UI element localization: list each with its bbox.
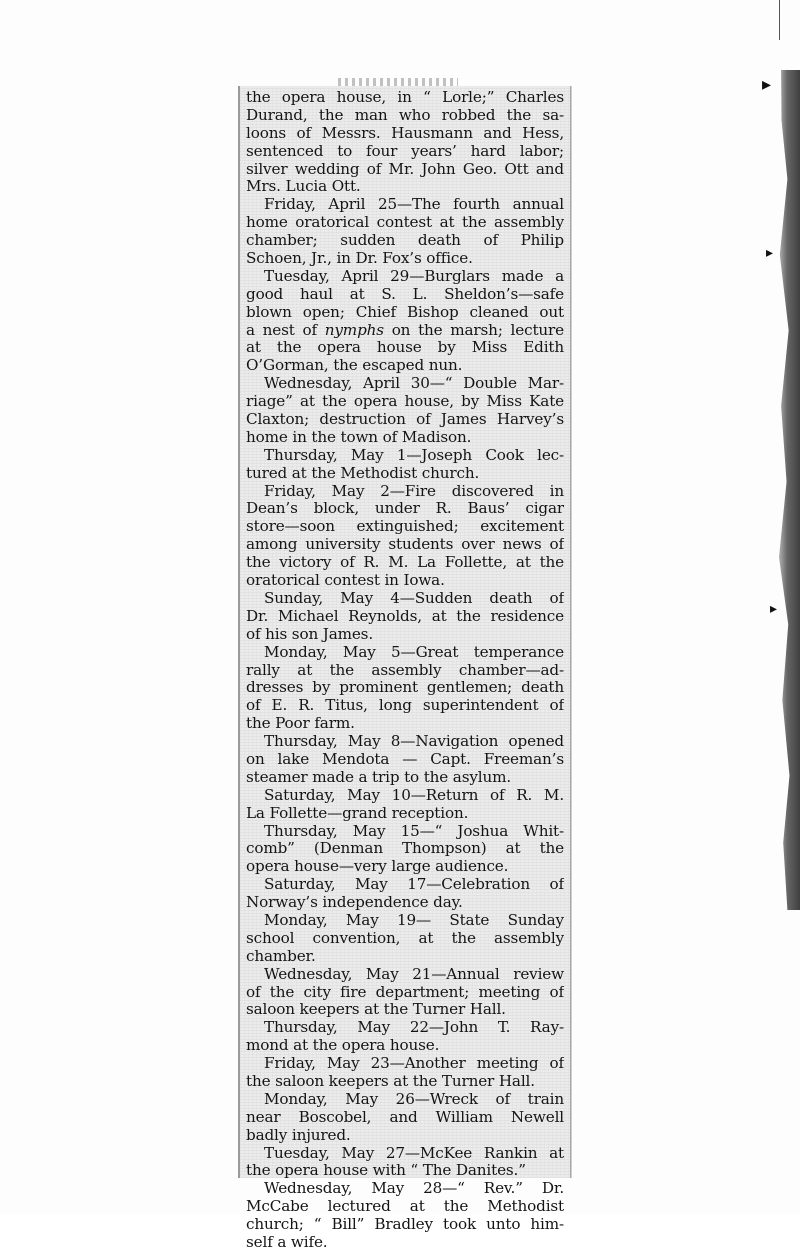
text-line: rally at the assembly chamber—ad- (246, 661, 564, 679)
text-line: badly injured. (246, 1126, 351, 1144)
text-line: on lake Mendota — Capt. Freeman’s (246, 750, 564, 768)
text-line: chamber. (246, 947, 316, 965)
margin-mark: ▸ (770, 601, 778, 617)
text-line: blown open; Chief Bishop cleaned out (246, 303, 564, 321)
text-line: Monday, May 26—Wreck of train (264, 1090, 564, 1108)
text-line: tured at the Methodist church. (246, 464, 480, 482)
text-line: opera house—very large audience. (246, 858, 509, 876)
text-line: among university students over news of (246, 536, 564, 554)
text-line: Friday, May 2—Fire discovered in (264, 482, 564, 500)
torn-paper-edge (758, 70, 800, 910)
text-line: the saloon keepers at the Turner Hall. (246, 1072, 535, 1090)
newspaper-clipping (238, 86, 571, 1251)
text-line: Durand, the man who robbed the sa- (246, 106, 564, 124)
text-line: the opera house with “ The Danites.” (246, 1162, 526, 1180)
text-line: silver wedding of Mr. John Geo. Ott and (246, 160, 564, 178)
text-line: riage” at the opera house, by Miss Kate (246, 393, 564, 411)
text-line: the opera house, in “ Lorle;” Charles (246, 89, 564, 106)
text-line: dresses by prominent gentlemen; death (246, 679, 564, 697)
text-line: loons of Messrs. Hausmann and Hess, (246, 124, 564, 142)
text-line: Thursday, May 1—Joseph Cook lec- (264, 446, 564, 464)
text-line: Friday, April 25—The fourth annual (264, 196, 564, 214)
text-line: Tuesday, April 29—Burglars made a (264, 267, 564, 285)
text-line: the Poor farm. (246, 715, 355, 733)
text-line: Mrs. Lucia Ott. (246, 178, 361, 196)
text-line: chamber; sudden death of Philip (246, 232, 564, 250)
scan-edge-line (779, 0, 780, 40)
text-line: Wednesday, May 21—Annual review (264, 965, 564, 983)
text-line: O’Gorman, the escaped nun. (246, 357, 463, 375)
text-line: saloon keepers at the Turner Hall. (246, 1001, 506, 1019)
text-line: oratorical contest in Iowa. (246, 572, 445, 590)
text-line: mond at the opera house. (246, 1037, 440, 1055)
text-line: home in the town of Madison. (246, 428, 472, 446)
text-line: the victory of R. M. La Follette, at the (246, 554, 564, 572)
text-line: Thursday, May 15—“ Joshua Whit- (264, 822, 564, 840)
text-line: steamer made a trip to the asylum. (246, 768, 512, 786)
text-line: self a wife. (246, 1234, 328, 1251)
text-line: a nest of nymphs on the marsh; lecture (246, 321, 564, 339)
text-line: sentenced to four years’ hard labor; (246, 142, 564, 160)
text-line: comb” (Denman Thompson) at the (246, 840, 564, 858)
text-line: Wednesday, May 28—“ Rev.” Dr. (264, 1180, 564, 1198)
text-line: Friday, May 23—Another meeting of (264, 1055, 564, 1073)
text-line: store—soon extinguished; excitement (246, 518, 564, 536)
italic-word: nymphs (324, 321, 384, 339)
text-line: church; “ Bill” Bradley took unto him- (246, 1216, 564, 1234)
text-line: Thursday, May 8—Navigation opened (264, 733, 564, 751)
text-line: of his son James. (246, 625, 374, 643)
text-line: at the opera house by Miss Edith (246, 339, 564, 357)
margin-mark: ▸ (762, 74, 772, 95)
text-line: good haul at S. L. Sheldon’s—safe (246, 285, 564, 303)
text-line: Saturday, May 10—Return of R. M. (264, 786, 564, 804)
text-line: Schoen, Jr., in Dr. Fox’s office. (246, 250, 473, 268)
text-line: Monday, May 19— State Sunday (264, 911, 564, 929)
text-line: Dr. Michael Reynolds, at the residence (246, 607, 564, 625)
text-line: La Follette—grand reception. (246, 804, 469, 822)
text-column (246, 89, 564, 1252)
text-line: of E. R. Titus, long superintendent of (246, 697, 564, 715)
margin-mark: ▸ (766, 245, 774, 261)
text-line: McCabe lectured at the Methodist (246, 1198, 564, 1216)
text-line: Monday, May 5—Great temperance (264, 643, 564, 661)
text-line: near Boscobel, and William Newell (246, 1108, 564, 1126)
text-line: of the city fire department; meeting of (246, 983, 564, 1001)
text-line: Norway’s independence day. (246, 894, 463, 912)
text-line: Claxton; destruction of James Harvey’s (246, 411, 564, 429)
text-line: school convention, at the assembly (246, 929, 564, 947)
text-line: Sunday, May 4—Sudden death of (264, 589, 564, 607)
text-line: Tuesday, May 27—McKee Rankin at (264, 1144, 564, 1162)
text-line: home oratorical contest at the assembly (246, 214, 564, 232)
text-line: Wednesday, April 30—“ Double Mar- (264, 375, 564, 393)
text-line: Saturday, May 17—Celebration of (264, 876, 564, 894)
text-line: Dean’s block, under R. Baus’ cigar (246, 500, 564, 518)
text-line: Thursday, May 22—John T. Ray- (264, 1019, 564, 1037)
